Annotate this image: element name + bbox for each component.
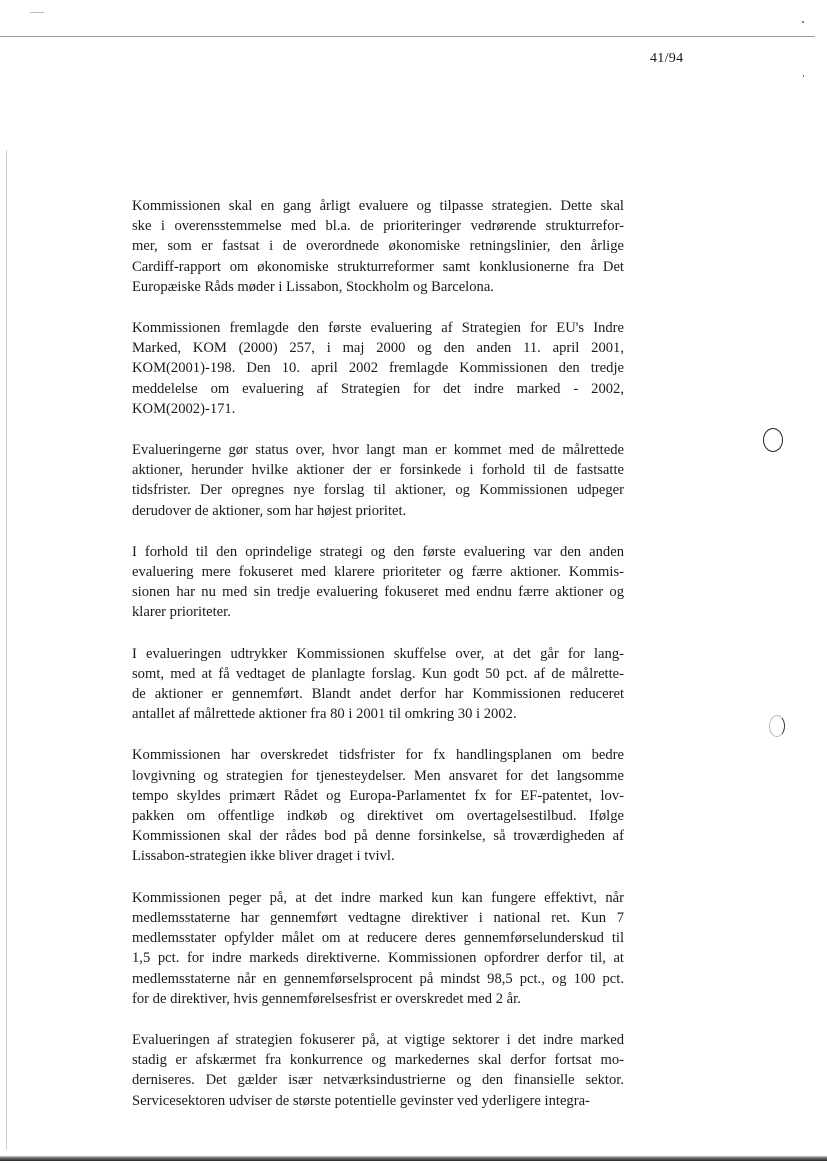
scan-footer-band (0, 1156, 827, 1161)
text-line: Evalueringen af strategien fokuserer på, at vigtige sektorer i det indre marked (132, 1031, 624, 1048)
text-line: Kommissionen har overskredet tidsfrister for fx handlingsplanen om bedre (132, 747, 624, 764)
text-line: ske i overensstemmelse med bl.a. de prioriteringer vedrørende strukturrefor- (132, 218, 624, 235)
text-line: Kommissionen fremlagde den første evaluering af Strategien for EU's Indre (132, 320, 624, 337)
text-line: medlemsstater opfylder målet om at reducere deres gennemførselunderskud til (132, 930, 624, 947)
text-line: Europæiske Råds møder i Lissabon, Stockholm og Barcelona. (132, 278, 494, 295)
text-line: Marked, KOM (2000) 257, i maj 2000 og den anden 11. april 2001, (132, 340, 624, 357)
text-line: antallet af målrettede aktioner fra 80 i 2001 til omkring 30 i 2002. (132, 706, 517, 723)
scan-speck (802, 21, 804, 23)
document-body (132, 196, 624, 1132)
text-line: derudover de aktioner, som har højest prioritet. (132, 502, 407, 519)
punch-hole (763, 428, 783, 452)
text-line: medlemsstaterne har gennemført vedtagne direktiver i national ret. Kun 7 (132, 909, 624, 926)
scan-edge-line (6, 150, 7, 1150)
text-line: pakken om offentlige indkøb og direktivet om overtagelsestilbud. Ifølge (132, 808, 624, 825)
text-line: tempo skyldes primært Rådet og Europa-Parlamentet fx for EF-patentet, lov- (132, 787, 624, 804)
text-line: lovgivning og strategien for tjenesteydelser. Men ansvaret for det langsomme (132, 767, 624, 784)
paragraph (132, 644, 624, 725)
text-line: Cardiff-rapport om økonomiske strukturreformer samt konklusionerne fra Det (132, 258, 624, 275)
paragraph (132, 318, 624, 419)
text-line: Kommissionen skal der rådes bod på denne forsinkelse, så troværdigheden af (132, 828, 624, 845)
text-line: meddelelse om evaluering af Strategien for det indre marked - 2002, (132, 380, 624, 397)
text-line: derniseres. Det gælder især netværksindustrierne og den finansielle sektor. (132, 1072, 624, 1089)
text-line: Lissabon-strategien ikke bliver draget i tvivl. (132, 848, 395, 865)
text-line: Evalueringerne gør status over, hvor langt man er kommet med de målrettede (132, 442, 624, 459)
text-line: I forhold til den oprindelige strategi og den første evaluering var den anden (132, 543, 624, 560)
text-line: Kommissionen peger på, at det indre marked kun kan fungere effektivt, når (132, 889, 624, 906)
punch-hole (769, 715, 785, 737)
paragraph (132, 888, 624, 1009)
text-line: Servicesektoren udviser de største potentielle gevinster ved yderligere integra- (132, 1092, 590, 1109)
paragraph (132, 542, 624, 623)
text-line: somt, med at få vedtaget de planlagte forslag. Kun godt 50 pct. af de målrette- (132, 665, 624, 682)
text-line: Kommissionen skal en gang årligt evaluere og tilpasse strategien. Dette skal (132, 198, 624, 214)
text-line: aktioner, herunder hvilke aktioner der er forsinkede i forhold til de fastsatte (132, 462, 624, 479)
scan-speck (803, 75, 804, 77)
text-line: de aktioner er gennemført. Blandt andet derfor har Kommissionen reduceret (132, 686, 624, 703)
text-line: medlemsstaterne når en gennemførselsprocent på mindst 98,5 pct., og 100 pct. (132, 970, 624, 987)
text-line: KOM(2001)-198. Den 10. april 2002 fremlagde Kommissionen den tredje (132, 360, 624, 377)
text-line: klarer prioriteter. (132, 604, 231, 621)
text-line: sionen har nu med sin tredje evaluering fokuseret med endnu færre aktioner og (132, 584, 624, 601)
paragraph (132, 1030, 624, 1111)
paragraph (132, 440, 624, 521)
scan-artifact (30, 12, 44, 13)
text-line: KOM(2002)-171. (132, 400, 236, 417)
text-line: tidsfrister. Der opregnes nye forslag til aktioner, og Kommissionen udpeger (132, 482, 624, 499)
text-line: 1,5 pct. for indre markeds direktiverne. Kommissionen opfordrer derfor til, at (132, 950, 624, 967)
page-number: 41/94 (650, 51, 684, 66)
text-line: evaluering mere fokuseret med klarere prioriteter og færre aktioner. Kommis- (132, 564, 624, 581)
scan-header-line (0, 36, 815, 37)
paragraph (132, 196, 624, 297)
text-line: for de direktiver, hvis gennemførelsesfrist er overskredet med 2 år. (132, 990, 521, 1007)
paragraph (132, 745, 624, 866)
text-line: I evalueringen udtrykker Kommissionen skuffelse over, at det går for lang- (132, 645, 624, 662)
text-line: mer, som er fastsat i de overordnede økonomiske retningslinier, den årlige (132, 238, 624, 255)
text-line: stadig er afskærmet fra konkurrence og markedernes skal derfor fortsat mo- (132, 1052, 624, 1069)
